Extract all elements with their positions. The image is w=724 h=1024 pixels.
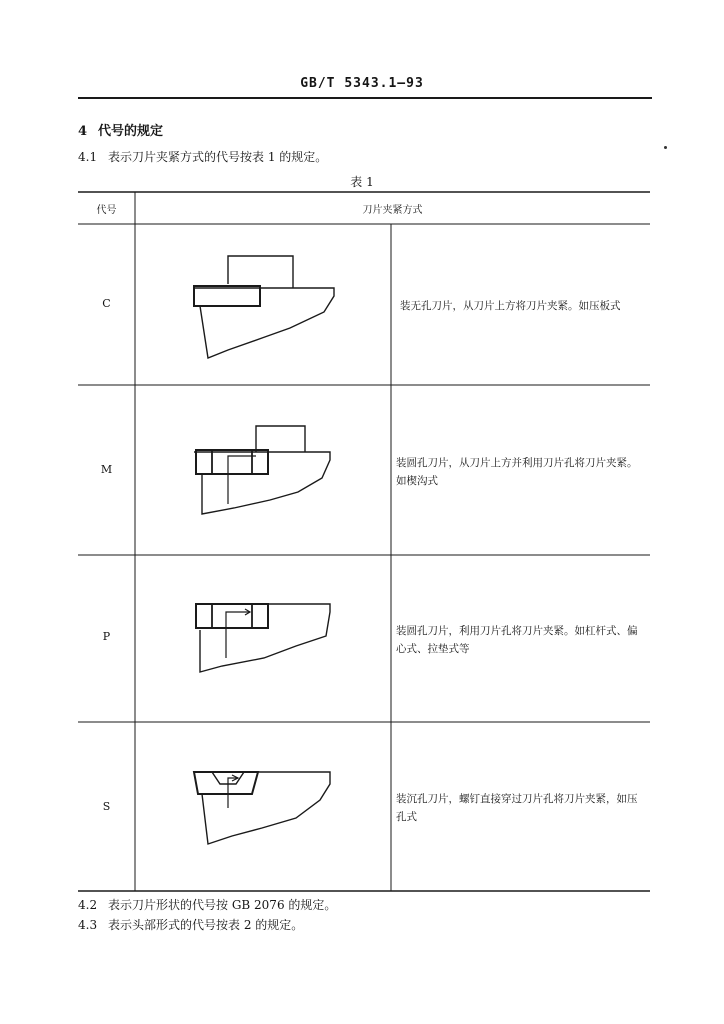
table-caption: 表 1 [350, 175, 374, 189]
row-description-p: 装圆孔刀片，利用刀片孔将刀片夹紧。如杠杆式、偏心式、拉垫式等 [396, 625, 638, 655]
standard-code: GB/T 5343.1—93 [300, 76, 424, 91]
row-code-p: P [102, 630, 111, 643]
clause-number: 4.3 [78, 918, 98, 932]
hole-clamp-diagram [196, 604, 330, 672]
row-description-c: 装无孔刀片，从刀片上方将刀片夹紧。如压板式 [400, 300, 621, 312]
clause-4-2 [78, 896, 336, 913]
column-header-code: 代号 [96, 205, 117, 216]
row-description-m: 装圆孔刀片，从刀片上方并利用刀片孔将刀片夹紧。如楔沟式 [396, 457, 638, 487]
clause-number: 4.2 [78, 898, 98, 912]
row-description-s: 装沉孔刀片，螺钉直接穿过刀片孔将刀片夹紧，如压孔式 [396, 793, 638, 823]
row-code-c: C [102, 297, 111, 310]
row-code-m: M [100, 463, 113, 476]
clause-number: 4.1 [78, 150, 98, 164]
clause-text: 表示刀片夹紧方式的代号按表 1 的规定。 [108, 150, 328, 164]
screw-clamp-diagram [194, 772, 330, 844]
column-header-method: 刀片夹紧方式 [362, 205, 423, 216]
top-clamp-diagram [194, 256, 334, 358]
top-and-hole-clamp-diagram [194, 426, 330, 514]
clause-4-3 [78, 916, 303, 933]
clause-text: 表示头部形式的代号按表 2 的规定。 [108, 918, 304, 932]
scan-speck [664, 146, 667, 149]
section-title: 代号的规定 [98, 124, 164, 139]
clause-text: 表示刀片形状的代号按 GB 2076 的规定。 [108, 898, 337, 912]
section-number: 4 [78, 124, 88, 139]
row-code-s: S [102, 800, 111, 813]
